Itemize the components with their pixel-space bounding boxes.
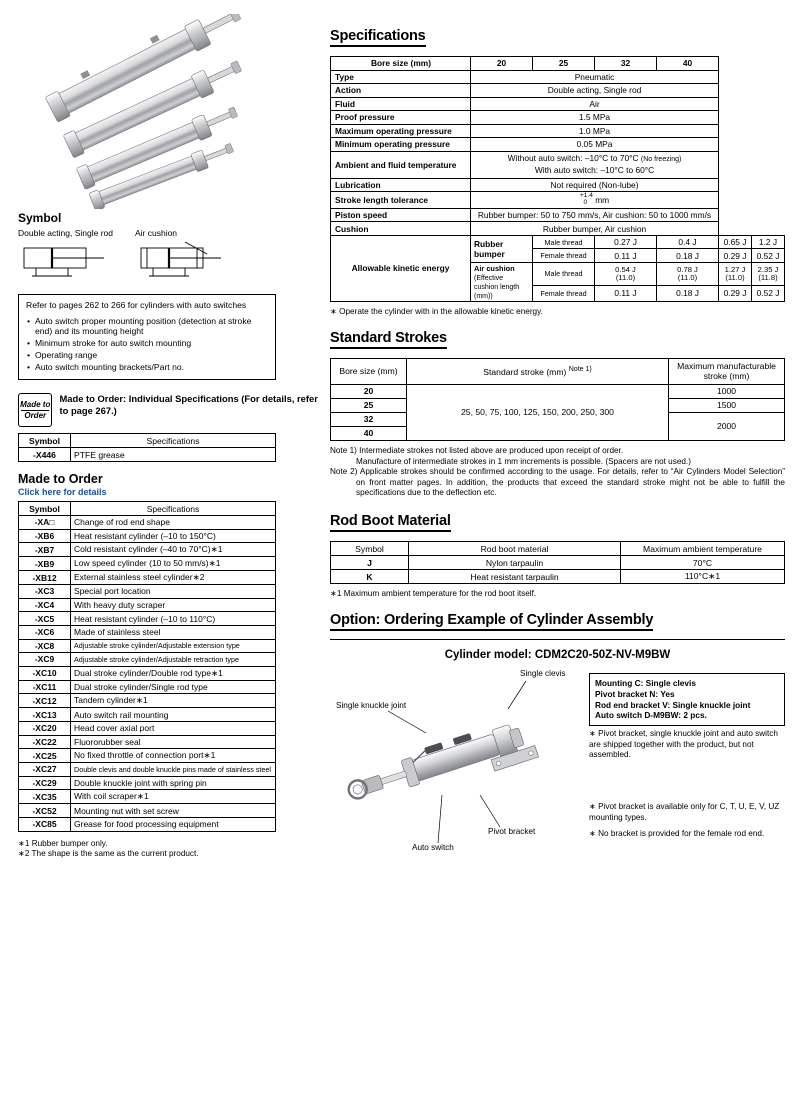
- info-line-3: Auto switch D-M9BW: 2 pcs.: [595, 710, 707, 721]
- standard-strokes-notes: [330, 446, 785, 499]
- header-bore-25: 25: [533, 57, 595, 71]
- rod-boot-material-table: [330, 541, 785, 584]
- assembly-note-1: ∗ Pivot bracket, single knuckle joint and auto switch are shipped together with the product, but not assembled.: [589, 729, 778, 760]
- cell-symbol: -XC29: [19, 776, 71, 790]
- kinetic-val: 0.11 J: [595, 249, 657, 263]
- row-value-type: Pneumatic: [471, 70, 719, 84]
- right-column: [330, 28, 785, 872]
- header-bore-40: 40: [657, 57, 719, 71]
- table-row: [19, 585, 276, 599]
- cell-symbol: -XC22: [19, 735, 71, 749]
- table-row: [19, 529, 276, 543]
- cell-temp-70: 70°C: [621, 556, 785, 570]
- row-value-max-operating-pressure: 1.0 MPa: [471, 124, 719, 138]
- stamp-line-2: Order: [24, 410, 47, 420]
- row-label-max-operating-pressure: Maximum operating pressure: [331, 124, 471, 138]
- cell-specification: Head cover axial port: [71, 721, 276, 735]
- table-row: [19, 790, 276, 804]
- table-row: [331, 556, 785, 570]
- row-label-kinetic-energy: Allowable kinetic energy: [331, 235, 471, 301]
- row-label-ambient-temperature: Ambient and fluid temperature: [331, 151, 471, 178]
- cell-symbol-j: J: [331, 556, 409, 570]
- cell-specification: With coil scraper∗1: [71, 790, 276, 804]
- table-row: [331, 222, 785, 236]
- cylinder-model-text: Cylinder model: CDM2C20-50Z-NV-M9BW: [444, 649, 671, 662]
- cell-specification: Fluororubber seal: [71, 735, 276, 749]
- header-specifications: Specifications: [71, 434, 276, 448]
- option-section: [330, 639, 785, 872]
- list-item: • Minimum stroke for auto switch mounting: [35, 338, 268, 349]
- header-symbol: Symbol: [19, 434, 71, 448]
- row-value-piston-speed: Rubber bumper: 50 to 750 mm/s, Air cushion: 50 to 1000 mm/s: [471, 208, 719, 222]
- table-row: [19, 543, 276, 557]
- row-value-ambient-temperature: Without auto switch: –10°C to 70°C (No freezing) With auto switch: –10°C to 60°C: [471, 151, 719, 178]
- auto-switch-note-box: [18, 294, 276, 380]
- header-symbol: Symbol: [19, 502, 71, 516]
- kinetic-sub-male-thread: Male thread: [533, 262, 595, 285]
- kinetic-val: 0.4 J: [657, 235, 719, 249]
- cell-symbol: -XC20: [19, 721, 71, 735]
- table-row: [19, 557, 276, 571]
- table-row: [331, 384, 785, 398]
- cell-specification: Dual stroke cylinder/Single rod type: [71, 680, 276, 694]
- assembly-note-2: [589, 802, 785, 840]
- row-value-proof-pressure: 1.5 MPa: [471, 111, 719, 125]
- standard-strokes-title: Standard Strokes: [330, 330, 447, 349]
- list-item: • Auto switch proper mounting position (detection at stroke end) and its mounting height: [35, 316, 268, 337]
- table-row: [19, 666, 276, 680]
- made-to-order-title: Made to Order: [18, 472, 103, 487]
- row-label-lubrication: Lubrication: [331, 178, 471, 192]
- list-item: • Auto switch mounting brackets/Part no.: [35, 362, 268, 373]
- product-photo: [18, 14, 308, 209]
- made-to-order-heading: Made to Order: Individual Specifications (For details, refer to page 267.): [59, 393, 318, 416]
- footnote-1: ∗1 Rubber bumper only.: [18, 838, 108, 848]
- cell-symbol: -XB7: [19, 543, 71, 557]
- table-row: [19, 763, 276, 777]
- header-standard-stroke: Standard stroke (mm) $^{Note 1)}$: [407, 358, 669, 384]
- assembly-drawing: [330, 667, 580, 857]
- cell-specification: Heat resistant cylinder (–10 to 110°C): [71, 612, 276, 626]
- cell-specification: Double knuckle joint with spring pin: [71, 776, 276, 790]
- row-value-min-operating-pressure: 0.05 MPa: [471, 138, 719, 152]
- table-header-row: [331, 57, 785, 71]
- kinetic-group-air-cushion-sub: (Effective cushion length (mm)): [474, 274, 520, 300]
- row-value-cushion: Rubber bumper, Air cushion: [471, 222, 719, 236]
- cell-symbol: -XC3: [19, 585, 71, 599]
- kinetic-val: 0.29 J: [719, 285, 752, 301]
- cell-temp-110: 110°C∗1: [621, 570, 785, 584]
- row-value-lubrication: Not required (Non-lube): [471, 178, 719, 192]
- cell-symbol: -XC6: [19, 625, 71, 639]
- cell-symbol: -XC8: [19, 639, 71, 653]
- specifications-note: ∗ Operate the cylinder with in the allowable kinetic energy.: [330, 306, 543, 316]
- list-item: • Operating range: [35, 350, 268, 361]
- kinetic-val: 0.52 J: [752, 285, 785, 301]
- cell-specification: Auto switch rail mounting: [71, 708, 276, 722]
- header-max-ambient-temperature: Maximum ambient temperature: [621, 542, 785, 556]
- row-value-action: Double acting, Single rod: [471, 84, 719, 98]
- table-row: [331, 570, 785, 584]
- cell-specification: Made of stainless steel: [71, 625, 276, 639]
- cell-symbol: -XC13: [19, 708, 71, 722]
- row-label-proof-pressure: Proof pressure: [331, 111, 471, 125]
- table-row: [19, 735, 276, 749]
- table-row: [331, 138, 785, 152]
- cell-max-stroke-2000: 2000: [669, 412, 785, 440]
- cell-bore-25: 25: [331, 398, 407, 412]
- cell-max-stroke-1500: 1500: [669, 398, 785, 412]
- symbol-double-acting: [18, 228, 113, 282]
- callout-single-clevis: Single clevis: [520, 669, 566, 679]
- cell-symbol: -XB12: [19, 571, 71, 585]
- kinetic-group-rubber-bumper: Rubber bumper: [471, 235, 533, 262]
- kinetic-val: 0.29 J: [719, 249, 752, 263]
- symbol-label-1: Air cushion: [134, 228, 178, 238]
- cell-symbol: -XC25: [19, 749, 71, 763]
- table-row: [331, 124, 785, 138]
- kinetic-val: 0.52 J: [752, 249, 785, 263]
- info-line-2: Rod end bracket V: Single knuckle joint: [595, 699, 751, 710]
- cell-specification: PTFE grease: [71, 448, 276, 462]
- cell-specification: Dual stroke cylinder/Double rod type∗1: [71, 666, 276, 680]
- table-row: [19, 749, 276, 763]
- kinetic-val: 2.35 J (11.8): [752, 262, 785, 285]
- cell-symbol: -XC35: [19, 790, 71, 804]
- row-label-type: Type: [331, 70, 471, 84]
- cell-specification: No fixed throttle of connection port∗1: [71, 749, 276, 763]
- symbol-diagram-double-acting: [18, 240, 113, 282]
- header-boot-material: Rod boot material: [409, 542, 621, 556]
- table-row: [331, 70, 785, 84]
- info-line-1: Pivot bracket N: Yes: [595, 688, 675, 699]
- cell-material-nylon: Nylon tarpaulin: [409, 556, 621, 570]
- made-to-order-individual-table: [18, 433, 276, 462]
- header-bore-size: Bore size (mm): [331, 358, 407, 384]
- rod-boot-note: ∗1 Maximum ambient temperature for the rod boot itself.: [330, 589, 537, 599]
- cell-symbol: -X446: [19, 448, 71, 462]
- kinetic-sub-male-thread: Male thread: [533, 235, 595, 249]
- table-row: [19, 804, 276, 818]
- specifications-table: [330, 56, 785, 302]
- callout-pivot-bracket: Pivot bracket: [488, 827, 536, 837]
- table-row: [19, 776, 276, 790]
- cell-symbol-k: K: [331, 570, 409, 584]
- cell-bore-20: 20: [331, 384, 407, 398]
- cell-symbol: -XC4: [19, 598, 71, 612]
- kinetic-val: 1.2 J: [752, 235, 785, 249]
- callout-single-knuckle-joint: Single knuckle joint: [336, 701, 407, 711]
- cell-specification: Heat resistant cylinder (–10 to 150°C): [71, 529, 276, 543]
- symbol-diagram-air-cushion: [135, 240, 227, 282]
- assembly-note-2b: ∗ No bracket is provided for the female rod end.: [589, 829, 765, 839]
- cell-specification: Special port location: [71, 585, 276, 599]
- table-row: [19, 639, 276, 653]
- cell-symbol: -XC27: [19, 763, 71, 777]
- cell-bore-32: 32: [331, 412, 407, 426]
- header-bore-32: 32: [595, 57, 657, 71]
- table-row: [19, 721, 276, 735]
- table-header-row: [331, 542, 785, 556]
- kinetic-sub-female-thread: Female thread: [533, 249, 595, 263]
- kinetic-val: 0.54 J (11.0): [595, 262, 657, 285]
- kinetic-val: 0.27 J: [595, 235, 657, 249]
- cell-specification: Mounting nut with set screw: [71, 804, 276, 818]
- table-row: [331, 111, 785, 125]
- row-value-fluid: Air: [471, 97, 719, 111]
- kinetic-val: 0.18 J: [657, 285, 719, 301]
- row-value-stroke-tolerance: +1.4 0 mm: [471, 192, 719, 209]
- row-label-cushion: Cushion: [331, 222, 471, 236]
- row-label-piston-speed: Piston speed: [331, 208, 471, 222]
- note-1: Note 1) Intermediate strokes not listed above are produced upon receipt of order.: [330, 445, 624, 455]
- table-row: [19, 680, 276, 694]
- option-ordering-title: Option: Ordering Example of Cylinder Assembly: [330, 612, 653, 631]
- cell-symbol: -XC11: [19, 680, 71, 694]
- table-header-row: [19, 434, 276, 448]
- cell-specification: Change of rod end shape: [71, 516, 276, 530]
- cell-specification: Adjustable stroke cylinder/Adjustable extension type: [71, 639, 276, 653]
- left-column: [18, 14, 318, 858]
- cell-specification: Adjustable stroke cylinder/Adjustable retraction type: [71, 653, 276, 667]
- table-row: [19, 448, 276, 462]
- table-row: [331, 178, 785, 192]
- kinetic-sub-female-thread: Female thread: [533, 285, 595, 301]
- table-row: [19, 612, 276, 626]
- table-header-row: [331, 358, 785, 384]
- footnote-2: ∗2 The shape is the same as the current product.: [18, 848, 199, 858]
- row-label-fluid: Fluid: [331, 97, 471, 111]
- symbol-label-0: Double acting, Single rod: [18, 228, 113, 238]
- made-to-order-table: [18, 501, 276, 831]
- stamp-line-1: Made to: [20, 399, 51, 409]
- cell-material-heat-resistant: Heat resistant tarpaulin: [409, 570, 621, 584]
- cell-specification: Double clevis and double knuckle pins made of stainless steel: [71, 763, 276, 777]
- table-row: [331, 192, 785, 209]
- row-label-stroke-tolerance: Stroke length tolerance: [331, 192, 471, 209]
- note-2: Note 2) Applicable strokes should be confirmed according to the usage. For details, refer to “Air Cylinders Model Selection” on front matter pages. In addition, the products that exceed the standard stroke might not be able to fulfill the specifications due to the deflection etc.: [330, 467, 785, 498]
- made-to-order-stamp-icon: [18, 393, 52, 427]
- kinetic-val: 0.11 J: [595, 285, 657, 301]
- cell-symbol: -XC5: [19, 612, 71, 626]
- cell-specification: With heavy duty scraper: [71, 598, 276, 612]
- header-bore-20: 20: [471, 57, 533, 71]
- cell-specification: Tandem cylinder∗1: [71, 694, 276, 708]
- cell-symbol: -XB9: [19, 557, 71, 571]
- assembly-illustration-area: [330, 667, 785, 872]
- symbol-title: Symbol: [18, 211, 62, 225]
- rod-boot-material-title: Rod Boot Material: [330, 513, 451, 532]
- cell-symbol: -XC52: [19, 804, 71, 818]
- table-row: [19, 708, 276, 722]
- row-label-action: Action: [331, 84, 471, 98]
- table-row: [19, 653, 276, 667]
- header-symbol: Symbol: [331, 542, 409, 556]
- cell-symbol: -XB6: [19, 529, 71, 543]
- specifications-title: Specifications: [330, 28, 426, 47]
- made-to-order-header: [18, 393, 318, 427]
- auto-switch-note-list: [26, 316, 268, 373]
- cell-symbol: -XC9: [19, 653, 71, 667]
- symbol-row: [18, 228, 318, 282]
- cell-specification: External stainless steel cylinder∗2: [71, 571, 276, 585]
- cell-specification: Grease for food processing equipment: [71, 817, 276, 831]
- table-row: [331, 235, 785, 249]
- cell-symbol: -XC85: [19, 817, 71, 831]
- kinetic-val: 0.78 J (11.0): [657, 262, 719, 285]
- table-row: [19, 817, 276, 831]
- header-bore-size: Bore size (mm): [331, 57, 471, 71]
- row-label-min-operating-pressure: Minimum operating pressure: [331, 138, 471, 152]
- symbol-air-cushion: [135, 228, 227, 282]
- cell-symbol: -XA□: [19, 516, 71, 530]
- table-row: [331, 97, 785, 111]
- cell-bore-40: 40: [331, 426, 407, 440]
- kinetic-val: 1.27 J (11.0): [719, 262, 752, 285]
- table-row: [331, 208, 785, 222]
- kinetic-val: 0.65 J: [719, 235, 752, 249]
- assembly-info-box: [589, 673, 785, 726]
- cell-max-stroke-1000: 1000: [669, 384, 785, 398]
- table-row: [19, 516, 276, 530]
- table-row: [331, 84, 785, 98]
- table-row: [19, 598, 276, 612]
- header-specifications: Specifications: [71, 502, 276, 516]
- cell-symbol: -XC10: [19, 666, 71, 680]
- table-row: [331, 151, 785, 178]
- table-header-row: [19, 502, 276, 516]
- callout-auto-switch: Auto switch: [412, 843, 454, 853]
- kinetic-group-air-cushion: Air cushion: [474, 263, 515, 273]
- cell-specification: Low speed cylinder (10 to 50 mm/s)∗1: [71, 557, 276, 571]
- info-line-0: Mounting C: Single clevis: [595, 678, 696, 689]
- standard-strokes-table: [330, 358, 785, 441]
- table-row: [19, 625, 276, 639]
- cell-specification: Cold resistant cylinder (–40 to 70°C)∗1: [71, 543, 276, 557]
- assembly-note-2a: ∗ Pivot bracket is available only for C, T, U, E, V, UZ mounting types.: [589, 802, 780, 822]
- cell-standard-stroke: 25, 50, 75, 100, 125, 150, 200, 250, 300: [407, 384, 669, 440]
- table-row: [19, 694, 276, 708]
- auto-switch-note-first: Refer to pages 262 to 266 for cylinders with auto switches: [26, 300, 247, 310]
- cell-symbol: -XC12: [19, 694, 71, 708]
- header-max-manufacturable-stroke: Maximum manufacturable stroke (mm): [669, 358, 785, 384]
- table-row: [19, 571, 276, 585]
- kinetic-val: 0.18 J: [657, 249, 719, 263]
- made-to-order-link[interactable]: Click here for details: [18, 487, 107, 498]
- note-1b: Manufacture of intermediate strokes in 1 mm increments is possible. (Spacers are not used.): [356, 456, 691, 466]
